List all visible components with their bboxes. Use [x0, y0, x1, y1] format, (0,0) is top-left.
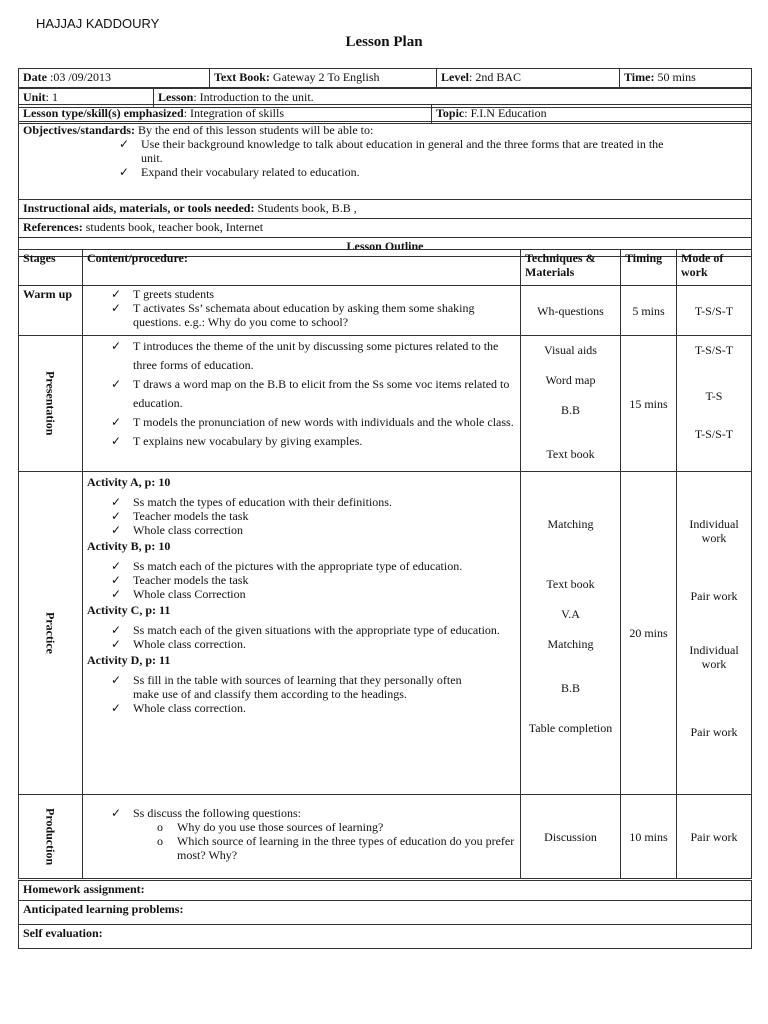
- list-item: ✓ Teacher models the task: [111, 509, 516, 523]
- technique-item: V.A: [561, 607, 580, 621]
- question-item: o Which source of learning in the three types of education do you prefer most? Why?: [157, 834, 516, 862]
- presentation-stage-label: Presentation: [43, 371, 58, 436]
- production-technique: Discussion: [521, 795, 621, 879]
- practice-timing: 20 mins: [621, 472, 677, 795]
- activity-title: Activity A, p: 10: [87, 475, 171, 489]
- date-label: Date: [23, 70, 47, 84]
- outline-title-text: Lesson Outline: [346, 239, 424, 253]
- outline-table: [18, 249, 752, 879]
- aids-label: Instructional aids, materials, or tools needed:: [23, 201, 255, 215]
- topic-value: : F.I.N Education: [464, 106, 547, 120]
- list-item: ✓ Ss fill in the table with sources of learning that they personally often make use of and classify them according to the headings.: [111, 673, 471, 701]
- references-label: References:: [23, 220, 83, 234]
- list-item: ✓ T models the pronunciation of new words with individuals and the whole class.: [111, 413, 516, 432]
- homework-cell: [19, 881, 752, 901]
- production-mode: Pair work: [677, 795, 752, 879]
- list-item: ✓ Whole class Correction: [111, 587, 471, 601]
- technique-item: Word map: [545, 373, 596, 387]
- presentation-content: [83, 336, 521, 472]
- list-item: ✓ Ss match each of the given situations with the appropriate type of education.: [111, 623, 516, 637]
- practice-modes: [677, 472, 752, 795]
- list-item: ✓ Ss match the types of education with their definitions.: [111, 495, 516, 509]
- self-evaluation-label: Self evaluation:: [23, 926, 103, 940]
- list-item: ✓ T activates Ss’ schemata about education by asking them some shaking questions. e.g.: Why do you come to school?: [111, 301, 516, 329]
- production-stage-label: Production: [43, 807, 58, 866]
- list-item: ✓ Whole class correction.: [111, 637, 516, 651]
- level-cell: [437, 69, 620, 88]
- author-name: HAJJAJ KADDOURY: [36, 16, 160, 31]
- presentation-row: [19, 336, 752, 472]
- problems-cell: [19, 901, 752, 925]
- aids-cell: [19, 200, 752, 219]
- warmup-content: [83, 286, 521, 336]
- footer-table: [18, 880, 752, 949]
- col-techniques: [521, 250, 621, 286]
- lesson-info-table: [18, 68, 752, 88]
- list-item: ✓ Ss match each of the pictures with the appropriate type of education.: [111, 559, 471, 573]
- activity-title: Activity D, p: 11: [87, 653, 171, 667]
- level-value: : 2nd BAC: [469, 70, 522, 84]
- warmup-stage-label: Warm up: [23, 287, 73, 301]
- col-content-label: Content/procedure:: [87, 251, 188, 265]
- technique-item: Matching: [547, 517, 594, 531]
- mode-item: Pair work: [690, 725, 738, 739]
- warmup-stage: [19, 286, 83, 336]
- col-timing-label: Timing: [625, 251, 663, 265]
- textbook-label: Text Book:: [214, 70, 270, 84]
- date-cell: [19, 69, 210, 88]
- mode-item: T-S/S-T: [694, 343, 734, 357]
- unit-value: : 1: [45, 90, 59, 104]
- warmup-mode: T-S/S-T: [677, 286, 752, 336]
- technique-item: Table completion: [528, 721, 613, 735]
- objectives-intro: By the end of this lesson students will be able to:: [138, 123, 374, 137]
- topic-label: Topic: [436, 106, 465, 120]
- production-content: [83, 795, 521, 879]
- technique-item: Visual aids: [544, 343, 597, 357]
- objectives-label: Objectives/standards:: [23, 123, 135, 137]
- list-item: ✓ T explains new vocabulary by giving examples.: [111, 432, 516, 451]
- mode-item: Pair work: [690, 589, 738, 603]
- unit-label: Unit: [23, 90, 46, 104]
- production-row: [19, 795, 752, 879]
- homework-label: Homework assignment:: [23, 882, 145, 896]
- warmup-technique: Wh-questions: [521, 286, 621, 336]
- presentation-modes: [677, 336, 752, 472]
- col-mode-label: Mode of work: [681, 251, 724, 279]
- objective-item: ✓ Use their background knowledge to talk about education in general and the three forms that are treated in the unit.: [119, 137, 679, 165]
- col-stages-label: Stages: [23, 251, 56, 265]
- objective-item: ✓ Expand their vocabulary related to education.: [119, 165, 679, 179]
- objectives-table: [18, 121, 752, 200]
- practice-stage-label: Practice: [43, 612, 58, 654]
- question-item: o Why do you use those sources of learning?: [157, 820, 516, 834]
- technique-item: B.B: [560, 403, 580, 417]
- list-item: ✓ Teacher models the task: [111, 573, 471, 587]
- presentation-stage: [19, 336, 83, 472]
- technique-item: B.B: [560, 681, 580, 695]
- col-techniques-label: Techniques & Materials: [525, 251, 596, 279]
- production-stage: [19, 795, 83, 879]
- mode-item: T-S: [705, 389, 723, 403]
- practice-techniques: [521, 472, 621, 795]
- date-value: :03 /09/2013: [50, 70, 112, 84]
- practice-stage: [19, 472, 83, 795]
- type-value: : Integration of skills: [183, 106, 285, 120]
- time-cell: [620, 69, 752, 88]
- col-mode: [677, 250, 752, 286]
- self-evaluation-cell: [19, 925, 752, 949]
- presentation-timing: 15 mins: [621, 336, 677, 472]
- technique-item: Text book: [546, 447, 595, 461]
- technique-item: Matching: [547, 637, 594, 651]
- warmup-row: [19, 286, 752, 336]
- col-stages: [19, 250, 83, 286]
- textbook-cell: [210, 69, 437, 88]
- level-label: Level: [441, 70, 469, 84]
- activity-title: Activity C, p: 11: [87, 603, 171, 617]
- presentation-techniques: [521, 336, 621, 472]
- list-item: ✓ Whole class correction: [111, 523, 516, 537]
- production-timing: 10 mins: [621, 795, 677, 879]
- lesson-label: Lesson: [158, 90, 194, 104]
- practice-row: [19, 472, 752, 795]
- time-value: 50 mins: [657, 70, 696, 84]
- list-item: ✓ T draws a word map on the B.B to elicit from the Ss some voc items related to education.: [111, 375, 516, 413]
- col-content: [83, 250, 521, 286]
- references-cell: [19, 219, 752, 238]
- list-item: ✓ T introduces the theme of the unit by discussing some pictures related to the three forms of education.: [111, 337, 516, 375]
- lesson-value: : Introduction to the unit.: [193, 90, 314, 104]
- list-item: ✓ Whole class correction.: [111, 701, 471, 715]
- type-label: Lesson type/skill(s) emphasized: [23, 106, 184, 120]
- textbook-value: Gateway 2 To English: [272, 70, 380, 84]
- problems-label: Anticipated learning problems:: [23, 902, 184, 916]
- mode-item: Individual work: [689, 643, 739, 671]
- activity-title: Activity B, p: 10: [87, 539, 171, 553]
- col-timing: [621, 250, 677, 286]
- time-label: Time:: [624, 70, 655, 84]
- list-item: ✓ Ss discuss the following questions:: [111, 806, 516, 820]
- page-title: Lesson Plan: [345, 34, 423, 50]
- objectives-cell: [19, 122, 752, 200]
- practice-content: [83, 472, 521, 795]
- warmup-timing: 5 mins: [621, 286, 677, 336]
- references-value: students book, teacher book, Internet: [85, 220, 264, 234]
- list-item: ✓ T greets students: [111, 287, 516, 301]
- mode-item: Individual work: [689, 517, 739, 545]
- aids-value: Students book, B.B ,: [257, 201, 357, 215]
- mode-item: T-S/S-T: [694, 427, 734, 441]
- technique-item: Text book: [546, 577, 595, 591]
